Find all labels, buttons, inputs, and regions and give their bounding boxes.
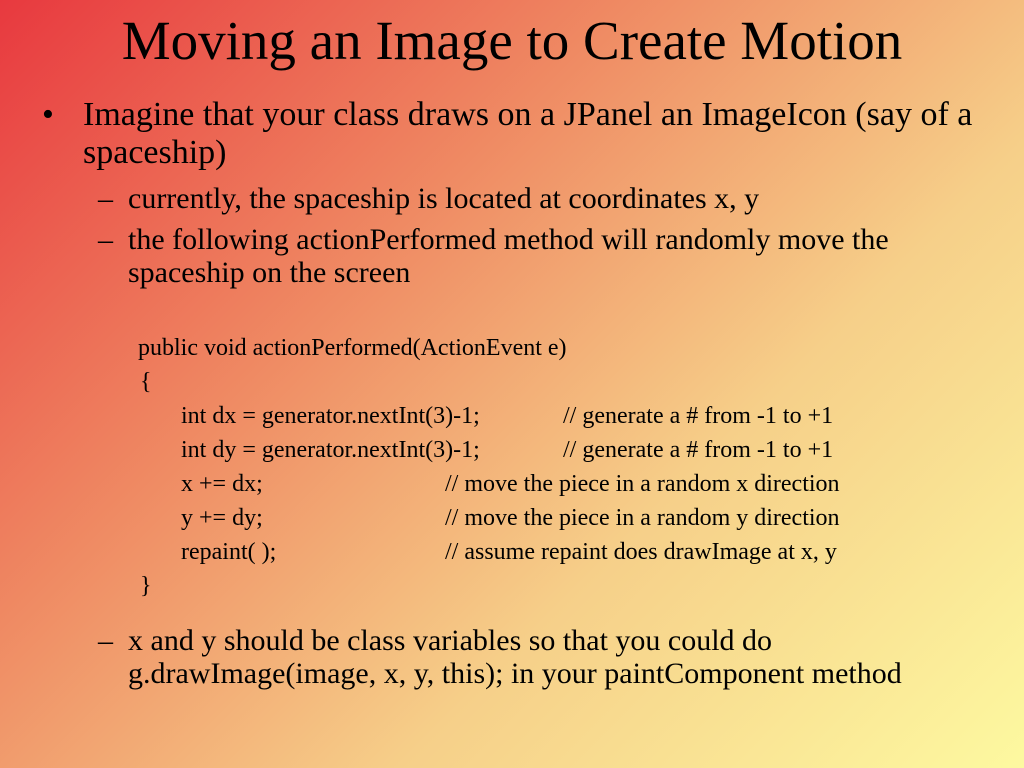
sub-bullet-dash-icon: –: [98, 182, 113, 215]
code-statement: int dx = generator.nextInt(3)-1;: [181, 403, 480, 429]
bullet-imagine: Imagine that your class draws on a JPanel an ImageIcon (say of a spaceship): [83, 96, 973, 171]
sub-bullet-action-performed: the following actionPerformed method will randomly move the spaceship on the screen: [128, 223, 889, 289]
sub-bullet-dash-icon: –: [98, 223, 113, 256]
sub-bullet-dash-icon: –: [98, 624, 113, 657]
slide-title: Moving an Image to Create Motion: [121, 10, 903, 71]
code-signature: public void actionPerformed(ActionEvent e): [138, 335, 567, 361]
code-comment: // move the piece in a random y direction: [445, 505, 840, 531]
code-statement: x += dx;: [181, 471, 263, 497]
sub-bullet-coordinates: currently, the spaceship is located at coordinates x, y: [128, 182, 760, 215]
code-statement: y += dy;: [181, 505, 263, 531]
code-comment: // generate a # from -1 to +1: [563, 403, 834, 429]
code-comment: // generate a # from -1 to +1: [563, 437, 834, 463]
code-comment: // assume repaint does drawImage at x, y: [445, 539, 837, 565]
sub-bullet-class-variables: x and y should be class variables so that you could do g.drawImage(image, x, y, this); in your paintComponent method: [128, 624, 902, 690]
code-comment: // move the piece in a random x direction: [445, 471, 840, 497]
bullet-dot-icon: •: [42, 96, 54, 133]
code-statement: repaint( );: [181, 539, 277, 565]
code-statement: int dy = generator.nextInt(3)-1;: [181, 437, 480, 463]
code-close-brace: }: [140, 573, 152, 599]
code-open-brace: {: [140, 369, 152, 395]
